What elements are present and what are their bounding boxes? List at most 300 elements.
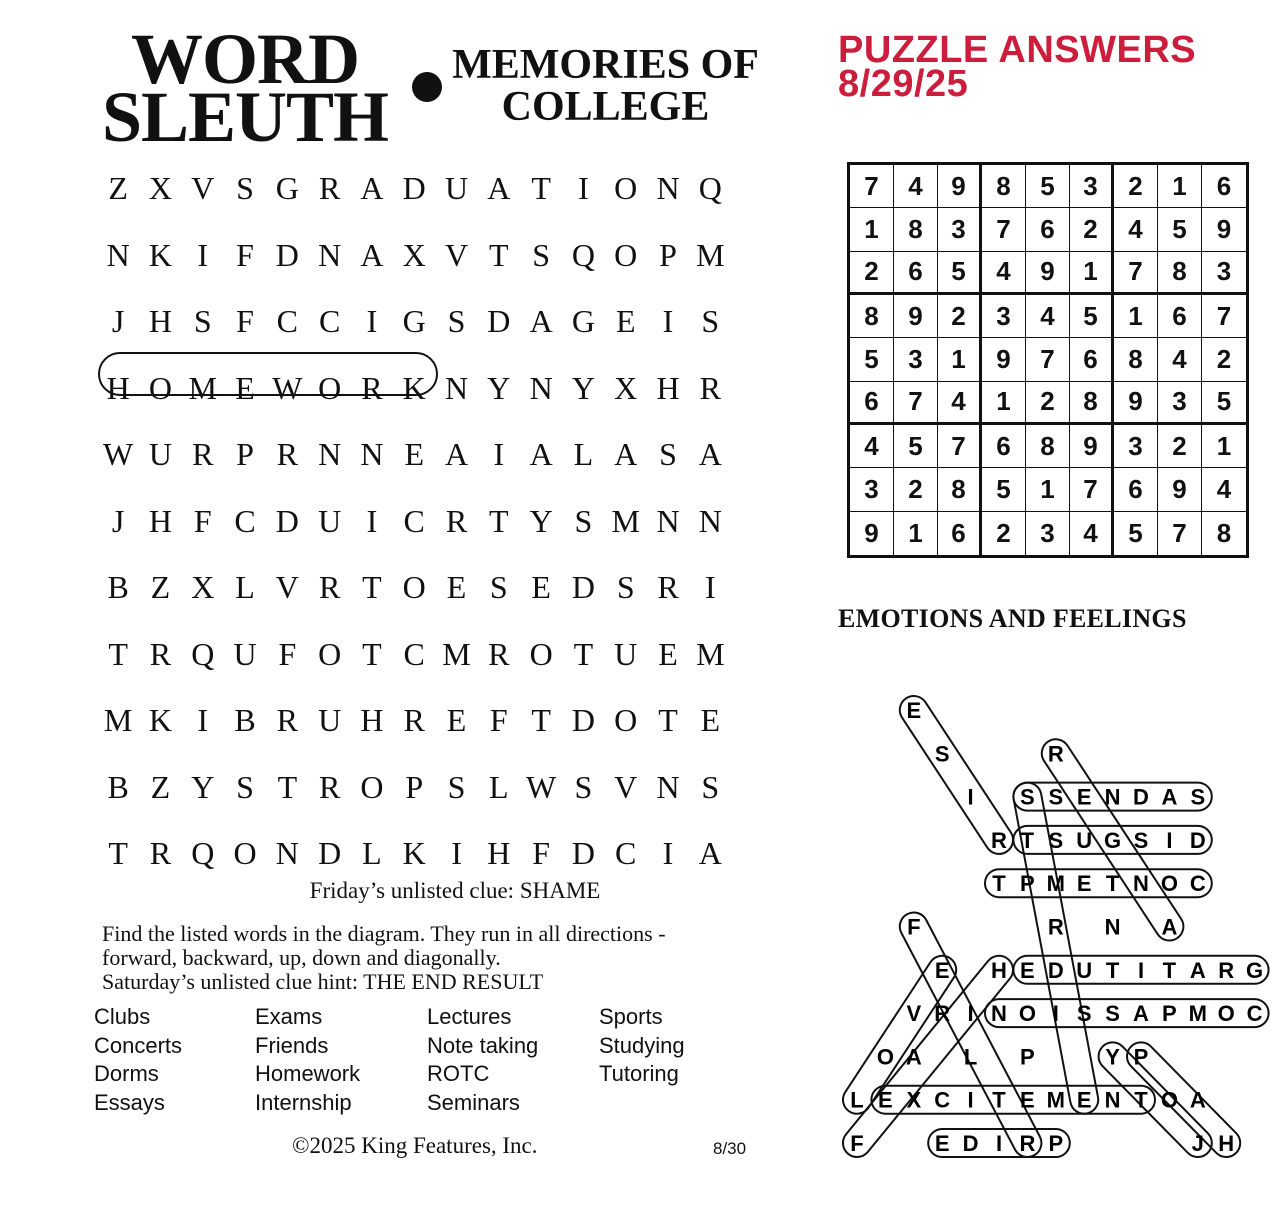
sudoku-cell: 4 <box>1158 338 1202 381</box>
grid-letter: C <box>615 835 637 872</box>
answer-letter: T <box>992 871 1006 897</box>
grid-letter: R <box>318 569 341 606</box>
sudoku-solution <box>847 162 1249 558</box>
word-list-item: ROTC <box>427 1061 490 1086</box>
answer-letter: E <box>1020 957 1035 983</box>
answer-letter: T <box>1162 957 1177 983</box>
grid-letter: S <box>193 303 212 340</box>
grid-letter: O <box>233 835 257 872</box>
sudoku-cell: 7 <box>1114 252 1158 295</box>
grid-letter: T <box>658 702 678 739</box>
grid-letter: W <box>272 369 303 406</box>
sudoku-cell: 7 <box>982 208 1026 251</box>
answer-letter: T <box>1020 827 1035 853</box>
answer-letter: H <box>991 957 1007 983</box>
sudoku-cell: 1 <box>894 512 938 555</box>
title-bullet-icon <box>412 72 442 102</box>
sudoku-cell: 5 <box>1070 295 1114 338</box>
answer-letter: U <box>1076 827 1093 853</box>
grid-row <box>97 155 731 222</box>
grid-letter: X <box>614 369 638 406</box>
answer-letter: Y <box>1105 1044 1120 1070</box>
sudoku-cell: 5 <box>982 468 1026 511</box>
grid-letter: A <box>529 436 553 473</box>
grid-letter: B <box>234 702 256 739</box>
answer-letter: I <box>1166 827 1173 853</box>
sudoku-cell: 5 <box>938 252 982 295</box>
answer-letter: O <box>1160 1087 1178 1113</box>
grid-letter: T <box>489 502 509 539</box>
puzzle-title-line2: SLEUTH <box>101 77 389 157</box>
grid-letter: S <box>532 236 551 273</box>
answer-letter: N <box>991 1001 1007 1027</box>
grid-letter: T <box>108 835 128 872</box>
grid-letter: N <box>656 170 680 207</box>
grid-letter: N <box>318 236 342 273</box>
grid-letter: D <box>402 170 426 207</box>
answer-letter: O <box>1160 871 1178 897</box>
instructions-line1: Find the listed words in the diagram. They run in all directions - <box>102 921 666 946</box>
grid-letter: O <box>614 702 638 739</box>
word-list-item: Lectures <box>427 1004 512 1029</box>
grid-letter: N <box>106 236 130 273</box>
answer-letter: G <box>1104 827 1122 853</box>
grid-letter: S <box>236 768 254 805</box>
circled-word-homework <box>98 352 438 396</box>
sudoku-cell: 3 <box>1202 252 1246 295</box>
answer-letter: E <box>1020 1087 1035 1113</box>
sudoku-cell: 7 <box>850 165 894 208</box>
answer-letter: G <box>1246 957 1264 983</box>
sudoku-row <box>850 382 1246 425</box>
grid-letter: D <box>275 502 299 539</box>
grid-letter: Y <box>529 502 553 539</box>
grid-letter: F <box>532 835 551 872</box>
word-list-column <box>599 1003 729 1117</box>
grid-letter: W <box>103 436 134 473</box>
grid-letter: A <box>360 236 384 273</box>
grid-letter: I <box>451 835 462 872</box>
answer-letter: S <box>934 741 950 767</box>
answer-letter: V <box>906 1001 922 1027</box>
sudoku-cell: 6 <box>982 425 1026 468</box>
grid-letter: X <box>402 236 426 273</box>
grid-letter: R <box>149 835 172 872</box>
grid-letter: I <box>366 303 378 340</box>
grid-letter: Q <box>191 835 215 872</box>
grid-letter: E <box>446 702 467 739</box>
grid-letter: V <box>614 768 638 805</box>
sudoku-cell: 9 <box>1070 425 1114 468</box>
grid-letter: X <box>191 569 215 606</box>
answer-letter: O <box>876 1044 894 1070</box>
sudoku-cell: 4 <box>894 165 938 208</box>
answers-title <box>838 29 1197 105</box>
word-list-item: Friends <box>255 1032 329 1058</box>
grid-letter: Z <box>150 569 171 606</box>
grid-letter: R <box>699 369 721 406</box>
sudoku-cell: 5 <box>894 425 938 468</box>
grid-letter: O <box>318 635 342 672</box>
sudoku-row <box>850 295 1246 338</box>
sudoku-cell: 9 <box>1114 382 1158 425</box>
grid-letter: Z <box>108 170 128 207</box>
grid-letter: T <box>108 635 128 672</box>
letter-grid <box>97 155 731 887</box>
grid-letter: T <box>362 635 382 672</box>
sudoku-cell: 7 <box>1158 512 1202 555</box>
grid-letter: Q <box>571 236 595 273</box>
answer-letter: P <box>1048 1131 1064 1156</box>
sudoku-cell: 9 <box>850 512 894 555</box>
sudoku-cell: 8 <box>850 295 894 338</box>
sudoku-cell: 8 <box>1026 425 1070 468</box>
grid-letter: R <box>276 436 298 473</box>
saturday-hint-label: Saturday’s unlisted clue hint: <box>102 969 359 994</box>
grid-letter: P <box>659 236 677 273</box>
sudoku-cell: 2 <box>1070 208 1114 251</box>
grid-letter: C <box>318 303 341 340</box>
answer-letter: T <box>1105 871 1120 897</box>
answer-letter: N <box>1104 784 1121 810</box>
word-list-item: Seminars <box>427 1089 520 1115</box>
answer-letter: T <box>1134 1087 1148 1113</box>
answer-letter: T <box>1105 957 1120 983</box>
sudoku-cell: 6 <box>1070 338 1114 381</box>
grid-row <box>97 687 731 754</box>
copyright: ©2025 King Features, Inc. <box>292 1133 538 1158</box>
grid-letter: U <box>148 436 172 473</box>
grid-letter: S <box>701 768 720 805</box>
sudoku-cell: 8 <box>1114 338 1158 381</box>
grid-letter: O <box>529 635 553 672</box>
grid-letter: A <box>529 303 553 340</box>
sudoku-cell: 8 <box>894 208 938 251</box>
sudoku-cell: 2 <box>982 512 1026 555</box>
answer-letter: I <box>967 1001 974 1027</box>
answer-letter: E <box>934 1131 950 1156</box>
grid-letter: M <box>611 502 640 539</box>
grid-letter: T <box>573 635 594 672</box>
sudoku-cell: 4 <box>1114 208 1158 251</box>
answer-word-circle <box>895 908 1046 1162</box>
sudoku-cell: 8 <box>1070 382 1114 425</box>
grid-letter: L <box>573 436 594 473</box>
grid-letter: Q <box>191 635 215 672</box>
sudoku-cell: 2 <box>938 295 982 338</box>
answer-letter: I <box>1052 1001 1059 1027</box>
grid-letter: N <box>656 502 680 539</box>
grid-letter: D <box>275 236 299 273</box>
saturday-hint-text: THE END RESULT <box>363 969 544 994</box>
grid-letter: G <box>402 303 426 340</box>
answer-letter: S <box>1048 784 1064 810</box>
answer-letter: E <box>1076 784 1092 810</box>
grid-letter: R <box>403 702 425 739</box>
answer-letter: N <box>1104 914 1121 940</box>
grid-letter: H <box>360 702 384 739</box>
answer-letter: A <box>1133 1001 1149 1027</box>
grid-letter: H <box>148 303 172 340</box>
word-list-item: Exams <box>255 1004 323 1029</box>
grid-letter: R <box>361 369 383 406</box>
answers-title-line1: PUZZLE ANSWERS <box>838 29 1197 71</box>
answer-letter: R <box>934 1001 951 1027</box>
sudoku-row <box>850 512 1246 555</box>
answer-letter: I <box>967 784 974 810</box>
sudoku-cell: 3 <box>894 338 938 381</box>
sudoku-cell: 7 <box>938 425 982 468</box>
answer-letter: L <box>850 1087 864 1113</box>
sudoku-row <box>850 252 1246 295</box>
answer-letter: I <box>995 1131 1003 1156</box>
emotions-wordsearch-answer <box>830 680 1275 1170</box>
answer-letter: D <box>1133 784 1149 810</box>
sudoku-cell: 1 <box>1026 468 1070 511</box>
answer-letter: E <box>906 698 922 723</box>
page-number: 8/30 <box>713 1139 747 1158</box>
grid-letter: O <box>614 236 638 273</box>
grid-letter: T <box>489 236 509 273</box>
sudoku-cell: 5 <box>1158 208 1202 251</box>
sudoku-cell: 1 <box>1202 425 1246 468</box>
answer-letter: C <box>1189 871 1206 897</box>
grid-letter: F <box>489 702 508 739</box>
answer-letter: P <box>1133 1044 1149 1070</box>
grid-row <box>97 754 731 821</box>
grid-letter: D <box>487 303 511 340</box>
grid-letter: R <box>657 569 679 606</box>
grid-letter: I <box>578 170 589 207</box>
instructions <box>102 922 742 994</box>
grid-letter: S <box>447 303 466 340</box>
grid-letter: T <box>362 569 382 606</box>
sudoku-cell: 1 <box>982 382 1026 425</box>
answer-letter: S <box>1105 1001 1120 1027</box>
grid-letter: R <box>276 702 298 739</box>
grid-letter: N <box>529 369 553 406</box>
grid-letter: E <box>615 303 636 340</box>
grid-letter: I <box>197 236 209 273</box>
sudoku-cell: 7 <box>1202 295 1246 338</box>
sudoku-cell: 5 <box>1202 382 1246 425</box>
sudoku-cell: 7 <box>1070 468 1114 511</box>
sudoku-cell: 3 <box>1158 382 1202 425</box>
instructions-line2: forward, backward, up, down and diagonally. <box>102 945 501 970</box>
grid-letter: T <box>531 170 551 207</box>
grid-letter: K <box>402 835 426 872</box>
sudoku-row <box>850 208 1246 251</box>
sudoku-cell: 5 <box>1026 165 1070 208</box>
grid-letter: H <box>106 369 130 406</box>
grid-letter: H <box>656 369 680 406</box>
sudoku-cell: 6 <box>1202 165 1246 208</box>
sudoku-cell: 5 <box>850 338 894 381</box>
sudoku-cell: 2 <box>1114 165 1158 208</box>
grid-letter: M <box>442 635 471 672</box>
answer-letter: F <box>850 1131 864 1156</box>
grid-letter: U <box>318 702 342 739</box>
sudoku-cell: 3 <box>938 208 982 251</box>
grid-letter: D <box>318 835 342 872</box>
grid-letter: W <box>526 768 557 805</box>
word-list-item: Note taking <box>427 1032 539 1058</box>
grid-letter: A <box>614 436 638 473</box>
answer-letter: O <box>1217 1001 1235 1027</box>
answer-letter: R <box>1019 1131 1036 1156</box>
grid-letter: H <box>487 835 511 872</box>
sudoku-cell: 4 <box>1070 512 1114 555</box>
grid-letter: O <box>402 569 426 606</box>
grid-letter: N <box>656 768 680 805</box>
grid-letter: K <box>402 369 426 406</box>
grid-letter: T <box>531 702 551 739</box>
puzzle-title-line1: WORD <box>131 19 359 99</box>
friday-clue-answer: SHAME <box>519 878 601 903</box>
answer-letter: O <box>1018 1001 1036 1027</box>
grid-letter: L <box>235 569 255 606</box>
grid-letter: I <box>662 835 674 872</box>
grid-letter: F <box>236 236 254 273</box>
grid-letter: E <box>446 569 467 606</box>
saturday-hint <box>102 970 742 994</box>
grid-letter: S <box>701 303 720 340</box>
grid-letter: O <box>614 170 638 207</box>
sudoku-cell: 4 <box>1026 295 1070 338</box>
answer-letter: A <box>1161 914 1178 940</box>
sudoku-cell: 6 <box>1158 295 1202 338</box>
grid-letter: T <box>277 768 298 805</box>
grid-letter: M <box>696 236 725 273</box>
answer-letter: A <box>1189 1087 1206 1113</box>
sudoku-cell: 4 <box>1202 468 1246 511</box>
sudoku-cell: 9 <box>982 338 1026 381</box>
sudoku-cell: 3 <box>850 468 894 511</box>
sudoku-cell: 9 <box>1026 252 1070 295</box>
grid-letter: S <box>447 768 466 805</box>
grid-letter: U <box>444 170 469 207</box>
grid-letter: H <box>148 502 172 539</box>
grid-letter: Y <box>571 369 595 406</box>
answer-letter: H <box>1218 1131 1235 1156</box>
grid-row <box>97 554 731 621</box>
word-list-item: Studying <box>599 1032 685 1058</box>
grid-letter: C <box>276 303 298 340</box>
sudoku-cell: 4 <box>982 252 1026 295</box>
grid-letter: L <box>362 835 382 872</box>
puzzle-theme <box>448 44 763 128</box>
answer-letter: R <box>1047 741 1064 767</box>
grid-letter: U <box>614 635 638 672</box>
grid-letter: O <box>360 768 384 805</box>
grid-letter: G <box>571 303 595 340</box>
grid-letter: L <box>489 768 509 805</box>
grid-letter: C <box>403 502 425 539</box>
grid-row <box>97 488 731 555</box>
answer-letter: S <box>1020 784 1035 810</box>
grid-letter: M <box>188 369 217 406</box>
grid-row <box>97 820 731 887</box>
sudoku-cell: 2 <box>894 468 938 511</box>
answer-letter: D <box>962 1131 979 1156</box>
grid-letter: Z <box>150 768 171 805</box>
grid-row <box>97 621 731 688</box>
puzzle-title <box>95 19 395 157</box>
answer-letter: C <box>1246 1001 1263 1027</box>
grid-row <box>97 222 731 289</box>
answer-letter: A <box>1161 784 1178 810</box>
answer-letter: D <box>1189 827 1206 853</box>
grid-letter: E <box>700 702 721 739</box>
answer-letter: M <box>1046 871 1065 897</box>
grid-letter: E <box>658 635 678 672</box>
grid-letter: D <box>571 702 595 739</box>
answer-letter: P <box>1020 1044 1035 1070</box>
answer-letter: N <box>1133 871 1149 897</box>
sudoku-cell: 8 <box>982 165 1026 208</box>
word-list-item: Essays <box>94 1089 165 1115</box>
grid-letter: N <box>360 436 384 473</box>
sudoku-cell: 1 <box>938 338 982 381</box>
word-list-item: Clubs <box>94 1004 151 1029</box>
grid-letter: S <box>236 170 254 207</box>
sudoku-cell: 6 <box>894 252 938 295</box>
sudoku-cell: 2 <box>1026 382 1070 425</box>
puzzle-theme-line2: COLLEGE <box>501 84 710 130</box>
emotions-wordsearch-title: EMOTIONS AND FEELINGS <box>838 604 1187 633</box>
grid-letter: M <box>103 702 133 739</box>
answers-date: 8/29/25 <box>838 63 969 105</box>
grid-letter: S <box>616 569 635 606</box>
grid-letter: V <box>444 236 469 273</box>
answer-letter: M <box>1046 1087 1065 1113</box>
grid-letter: I <box>662 303 674 340</box>
sudoku-cell: 6 <box>850 382 894 425</box>
grid-row <box>97 421 731 488</box>
sudoku-row <box>850 165 1246 208</box>
answer-letter: R <box>1047 914 1064 940</box>
grid-letter: J <box>111 303 125 340</box>
grid-letter: M <box>696 635 725 672</box>
grid-letter: F <box>278 635 297 672</box>
answer-letter: R <box>991 827 1007 853</box>
grid-letter: R <box>149 635 172 672</box>
grid-letter: A <box>698 835 722 872</box>
answer-letter: U <box>1076 957 1093 983</box>
word-list-item: Tutoring <box>599 1061 679 1086</box>
answer-letter: I <box>967 1087 974 1113</box>
grid-letter: U <box>318 502 342 539</box>
word-list-column <box>255 1003 427 1117</box>
sudoku-cell: 2 <box>850 252 894 295</box>
word-list-item: Homework <box>255 1061 361 1086</box>
grid-letter: N <box>698 502 722 539</box>
friday-clue-label: Friday’s unlisted clue: <box>309 878 515 903</box>
sudoku-cell: 9 <box>894 295 938 338</box>
answer-letter: E <box>934 957 950 983</box>
answer-letter: F <box>907 914 921 940</box>
sudoku-cell: 9 <box>1202 208 1246 251</box>
grid-letter: N <box>444 369 469 406</box>
grid-letter: R <box>445 502 468 539</box>
sudoku-row <box>850 468 1246 511</box>
sudoku-cell: 1 <box>1070 252 1114 295</box>
answer-letter: A <box>905 1044 922 1070</box>
answer-letters <box>850 698 1263 1156</box>
grid-letter: Y <box>487 369 511 406</box>
word-list-column <box>94 1003 255 1117</box>
grid-letter: A <box>444 436 469 473</box>
